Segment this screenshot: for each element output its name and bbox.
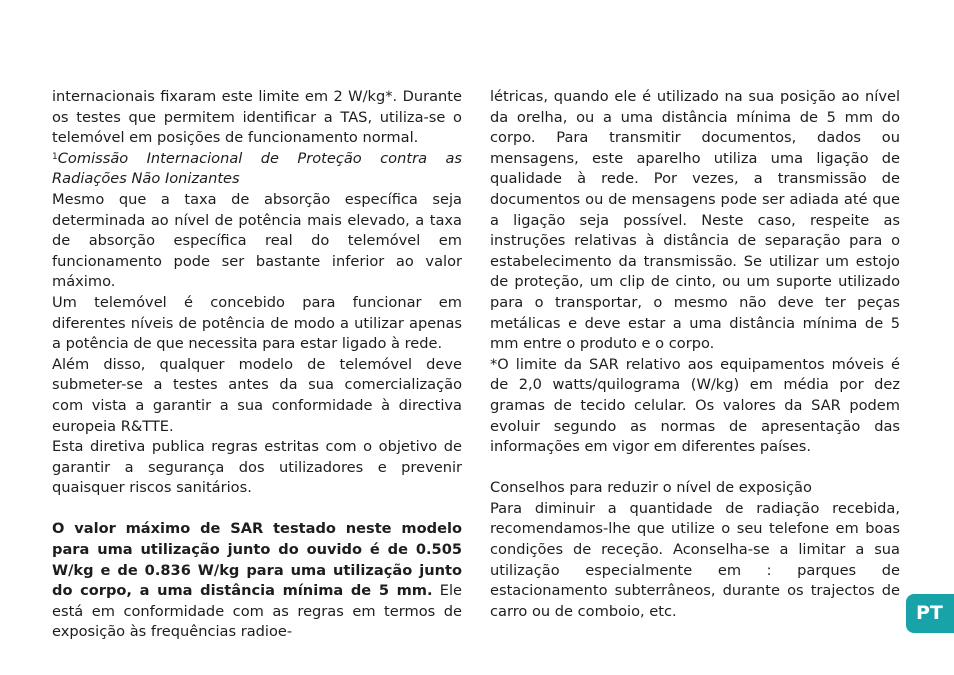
spacer [52, 499, 462, 520]
paragraph: Um telemóvel é concebido para funcionar em diferentes níveis de potência de modo a utilizar apenas a potência de que necessita para estar ligado à rede. [52, 293, 462, 353]
footnote-mark: 1 [52, 151, 58, 162]
right-column [490, 87, 900, 622]
paragraph: létricas, quando ele é utilizado na sua posição ao nível da orelha, ou a uma distância mínima de 5 mm do corpo. Para transmitir documentos, dados ou mensagens, este aparelho utiliza uma ligação de qualidade à rede. Por vezes, a transmissão de documentos ou de mensagens pode ser adiada até que a ligação seja possível. Neste caso, respeite as instruções relativas à distância de separação para o estabelecimento da transmissão. Se utilizar um estojo de proteção, um clip de cinto, ou um suporte utilizado para o transportar, o mesmo não deve ter peças metálicas e deve estar a uma distância mínima de 5 mm entre o produto e o corpo. [490, 88, 900, 353]
paragraph: internacionais fixaram este limite em 2 W/kg*. Durante os testes que permitem identificar a TAS, utiliza-se o telemóvel em posições de funcionamento normal. [52, 88, 462, 147]
footnote-text: Comissão Internacional de Proteção contra as Radiações Não Ionizantes [52, 149, 462, 188]
paragraph: Esta diretiva publica regras estritas com o objetivo de garantir a segurança dos utilizadores e prevenir quaisquer riscos sanitários. [52, 438, 462, 497]
section-heading: Conselhos para reduzir o nível de exposição [490, 479, 812, 497]
left-column [52, 87, 462, 643]
paragraph: Para diminuir a quantidade de radiação recebida, recomendamos-lhe que utilize o seu telefone em boas condições de receção. Aconselha-se a limitar a sua utilização especialmente em : parques de estacionamento subterrâneos, durante os trajectos de carro ou de comboio, etc. [490, 499, 900, 620]
sar-compliance-text: Ele está em conformidade com as regras em termos de exposição às frequências radioe- [52, 582, 462, 641]
paragraph: Mesmo que a taxa de absorção específica seja determinada ao nível de potência mais elevado, a taxa de absorção específica real do telemóvel em funcionamento pode ser bastante inferior ao valor máximo. [52, 190, 462, 291]
footnote [52, 149, 462, 190]
sar-paragraph [52, 519, 462, 643]
spacer [490, 458, 900, 479]
paragraph: Além disso, qualquer modelo de telemóvel deve submeter-se a testes antes da sua comercialização com vista a garantir a sua conformidade à directiva europeia R&TTE. [52, 355, 462, 435]
language-tab: PT [906, 594, 954, 633]
paragraph: *O limite da SAR relativo aos equipamentos móveis é de 2,0 watts/quilograma (W/kg) em média por dez gramas de tecido celular. Os valores da SAR podem evoluir segundo as normas de apresentação das informações em vigor em diferentes países. [490, 355, 900, 456]
sar-value-statement: O valor máximo de SAR testado neste modelo para uma utilização junto do ouvido é de 0.505 W/kg e de 0.836 W/kg para uma utilização junto do corpo, a uma distância mínima de 5 mm. [52, 520, 462, 600]
